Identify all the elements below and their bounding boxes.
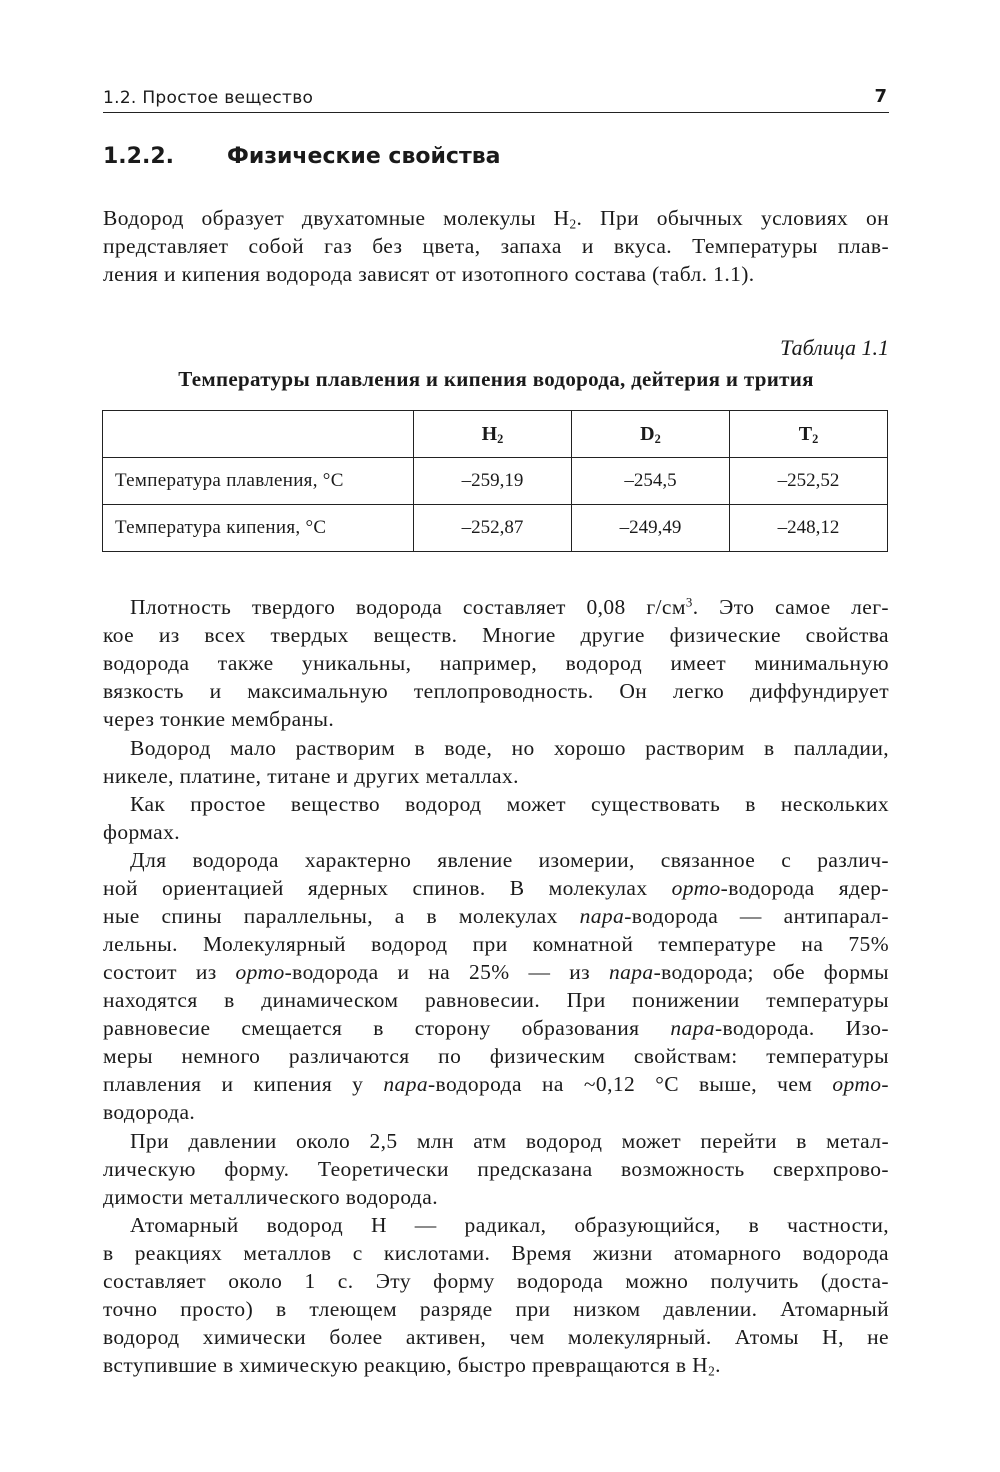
- text-line: меры немного различаются по физическим свойствам: температуры: [103, 1044, 889, 1068]
- text-line: Водород образует двухатомные молекулы $H_2$. При обычных условиях он: [103, 206, 889, 232]
- forms-paragraph: [103, 790, 889, 846]
- text-line: представляет собой газ без цвета, запаха и вкуса. Температуры плав-: [103, 234, 889, 258]
- text-line: Для водорода характерно явление изомерии, связанное с различ-: [130, 848, 889, 872]
- column-header-h2: $H_2$: [414, 411, 572, 458]
- text-line: водорода.: [103, 1100, 196, 1124]
- text-line: лическую форму. Теоретически предсказана возможность сверхпрово-: [103, 1157, 889, 1181]
- table-title: Температуры плавления и кипения водорода, дейтерия и трития: [178, 367, 814, 391]
- table-label: Таблица 1.1: [780, 335, 889, 360]
- table-cell: –259,19: [414, 458, 572, 505]
- page-number: 7: [874, 86, 887, 107]
- text-line: вязкость и максимальную теплопроводность. Он легко диффундирует: [103, 679, 889, 703]
- text-line: ления и кипения водорода зависят от изотопного состава (табл. 1.1).: [103, 262, 755, 286]
- text-line: состоит из орто-водорода и на 25% — из пара-водорода; обе формы: [103, 960, 889, 984]
- text-line: лельны. Молекулярный водород при комнатной температуре на 75%: [103, 932, 889, 956]
- table-row: [103, 458, 888, 505]
- text-line: водород химически более активен, чем молекулярный. Атомы H, не: [103, 1325, 889, 1349]
- text-line: кое из всех твердых веществ. Многие другие физические свойства: [103, 623, 889, 647]
- intro-paragraph: [103, 204, 889, 288]
- section-title: Физические свойства: [227, 144, 501, 169]
- table-cell: –249,49: [572, 505, 730, 552]
- section-heading: [103, 144, 500, 169]
- text-line: Водород мало растворим в воде, но хорошо растворим в палладии,: [130, 736, 889, 760]
- solubility-paragraph: [103, 734, 889, 790]
- table-cell: –254,5: [572, 458, 730, 505]
- text-line: никеле, платине, титане и других металлах.: [103, 764, 519, 788]
- table-cell: –248,12: [730, 505, 888, 552]
- temperature-table: [102, 410, 888, 552]
- row-label: Температура кипения, °C: [103, 505, 414, 552]
- text-line: ной ориентацией ядерных спинов. В молекулах орто-водорода ядер-: [103, 876, 889, 900]
- text-line: Как простое вещество водород может существовать в нескольких: [130, 792, 889, 816]
- text-line: вступившие в химическую реакцию, быстро превращаются в $H_2$.: [103, 1353, 721, 1379]
- column-header-d2: $D_2$: [572, 411, 730, 458]
- row-label: Температура плавления, °C: [103, 458, 414, 505]
- text-line: равновесие смещается в сторону образования пара-водорода. Изо-: [103, 1016, 889, 1040]
- text-line: При давлении около 2,5 млн атм водород может перейти в метал-: [130, 1129, 889, 1153]
- text-line: димости металлического водорода.: [103, 1185, 438, 1209]
- text-line: Атомарный водород H — радикал, образующийся, в частности,: [130, 1213, 889, 1237]
- section-number: 1.2.2.: [103, 144, 174, 169]
- column-header-t2: $T_2$: [730, 411, 888, 458]
- text-line: водорода также уникальны, например, водород имеет минимальную: [103, 651, 889, 675]
- metallic-paragraph: [103, 1127, 889, 1211]
- table-header-row: [103, 411, 888, 458]
- running-head-section: 1.2. Простое вещество: [103, 88, 314, 108]
- text-line: ные спины параллельны, а в молекулах пара-водорода — антипарал-: [103, 904, 889, 928]
- atomic-paragraph: [103, 1211, 889, 1379]
- table-cell: –252,52: [730, 458, 888, 505]
- text-line: формах.: [103, 820, 181, 844]
- text-line: плавления и кипения у пара-водорода на ~0,12 °C выше, чем орто-: [103, 1072, 889, 1096]
- text-line: в реакциях металлов с кислотами. Время жизни атомарного водорода: [103, 1241, 889, 1265]
- text-line: составляет около 1 с. Эту форму водорода можно получить (доста-: [103, 1269, 889, 1293]
- text-line: находятся в динамическом равновесии. При понижении температуры: [103, 988, 889, 1012]
- table-corner-cell: [103, 411, 414, 458]
- table-cell: –252,87: [414, 505, 572, 552]
- text-line: Плотность твердого водорода составляет 0,08 $г/см^3$. Это самое лег-: [130, 595, 889, 619]
- text-line: точно просто) в тлеющем разряде при низком давлении. Атомарный: [103, 1297, 889, 1321]
- text-line: через тонкие мембраны.: [103, 707, 335, 731]
- density-paragraph: [103, 593, 889, 733]
- isomerism-paragraph: [103, 846, 889, 1126]
- running-head: [103, 86, 889, 113]
- table-row: [103, 505, 888, 552]
